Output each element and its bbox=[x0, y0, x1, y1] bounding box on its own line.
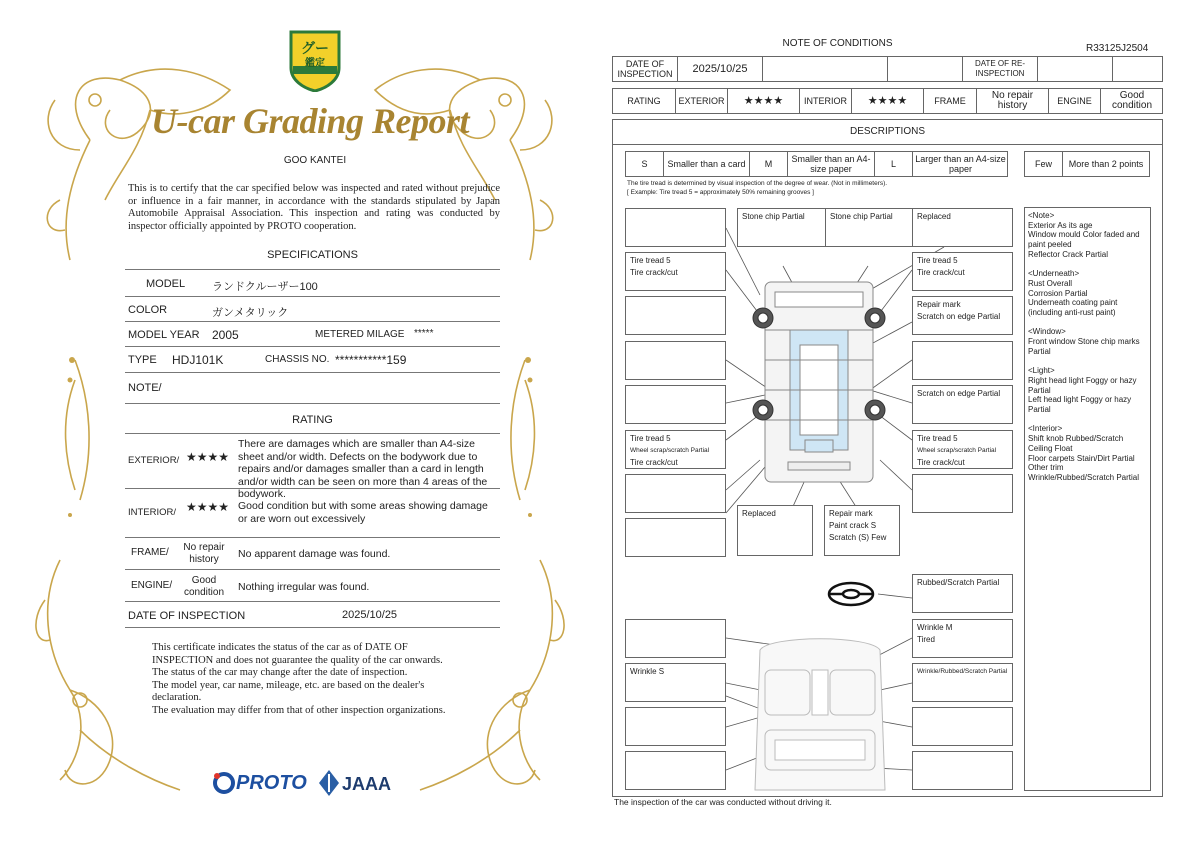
note-line: <Light> bbox=[1028, 366, 1055, 376]
note-line: Left head light Foggy or hazy Partial bbox=[1028, 395, 1132, 415]
descriptions-header: DESCRIPTIONS bbox=[849, 126, 925, 137]
engine-label: ENGINE/ bbox=[131, 580, 173, 591]
jaaa-logo-icon bbox=[319, 770, 339, 796]
date-of-reinspection-label: DATE OF RE-INSPECTION bbox=[963, 57, 1038, 81]
frame-label: FRAME bbox=[924, 89, 977, 113]
exterior-label: EXTERIOR/ bbox=[128, 455, 180, 466]
desc-box-rear-left bbox=[625, 518, 726, 557]
box-text: Rubbed/Scratch Partial bbox=[917, 578, 1000, 587]
exterior-description: There are damages which are smaller than A4-size sheet and/or width. Defects on the bodywork due to repairs and/or damages smaller than a card in length and/or width can be seen on more than 4 areas of the bodywork. bbox=[238, 438, 488, 500]
rating-header: RATING bbox=[292, 414, 333, 426]
proto-logo-text: PROTO bbox=[236, 772, 307, 794]
box-text: Tired bbox=[917, 635, 935, 644]
interior-stars: ★★★★ bbox=[186, 500, 230, 514]
interior-label: INTERIOR/ bbox=[128, 507, 177, 518]
box-text: Replaced bbox=[917, 212, 951, 221]
chassis-label: CHASSIS NO. bbox=[265, 354, 330, 365]
reference-number: R33125J2504 bbox=[1086, 43, 1149, 54]
desc-box-right-tire-rear bbox=[912, 430, 1013, 469]
desc-box-right-rear bbox=[912, 474, 1013, 513]
box-text: Paint crack S bbox=[829, 521, 877, 530]
type-value: HDJ101K bbox=[172, 353, 224, 367]
box-text: Tire tread 5 bbox=[917, 434, 958, 443]
divider bbox=[125, 372, 500, 373]
desc-box-interior-left-3 bbox=[625, 707, 726, 746]
legend-m-desc: Smaller than an A4-size paper bbox=[788, 152, 875, 176]
inspection-footer-note: The inspection of the car was conducted without driving it. bbox=[614, 797, 832, 807]
desc-box-stone-chip-2 bbox=[825, 208, 926, 247]
tread-note-2: [ Example: Tire tread 5 = approximately 50% remaining grooves ] bbox=[627, 189, 814, 196]
note-line: Reflector Crack Partial bbox=[1028, 249, 1109, 259]
note-line: Corrosion Partial bbox=[1028, 288, 1088, 298]
desc-box-interior-left-1 bbox=[625, 619, 726, 658]
divider bbox=[125, 488, 500, 489]
desc-box-left-front-door bbox=[625, 296, 726, 335]
box-text: Tire tread 5 bbox=[630, 434, 671, 443]
desc-box-repair-bottom bbox=[824, 505, 900, 556]
desc-box-wrinkle-m bbox=[912, 619, 1013, 658]
desc-box-steering bbox=[912, 574, 1013, 613]
note-line: Floor carpets Stain/Dirt Partial bbox=[1028, 453, 1135, 463]
exterior-stars: ★★★★ bbox=[728, 89, 800, 113]
footer-line: The evaluation may differ from that of other inspection organizations. bbox=[152, 704, 446, 716]
divider bbox=[125, 321, 500, 322]
divider bbox=[125, 601, 500, 602]
divider bbox=[125, 346, 500, 347]
jaaa-logo-text: JAAA bbox=[342, 774, 392, 794]
desc-box-right-scratch bbox=[912, 385, 1013, 424]
box-text: Stone chip Partial bbox=[830, 212, 893, 221]
date-label: DATE OF INSPECTION bbox=[128, 610, 246, 622]
footer-line: declaration. bbox=[152, 692, 202, 703]
certificate-footer bbox=[152, 642, 492, 717]
report-title: U-car Grading Report bbox=[150, 101, 469, 141]
note-title: NOTE OF CONDITIONS bbox=[782, 38, 893, 49]
box-text: Scratch (S) Few bbox=[829, 533, 887, 542]
legend-l: L bbox=[875, 152, 913, 176]
note-line: <Window> bbox=[1028, 327, 1066, 337]
report-subtitle: GOO KANTEI bbox=[283, 155, 347, 166]
model-label: MODEL bbox=[146, 278, 186, 290]
note-line: <Underneath> bbox=[1028, 269, 1080, 279]
note-line: Other trim bbox=[1028, 463, 1064, 473]
color-label: COLOR bbox=[128, 304, 168, 316]
frame-value: No repair history bbox=[183, 542, 225, 565]
desc-box-wrinkle-s bbox=[625, 663, 726, 702]
box-text: Tire tread 5 bbox=[630, 256, 671, 265]
box-text: Scratch on edge Partial bbox=[917, 389, 1001, 398]
badge-bottom-text: 鑑定 bbox=[305, 58, 325, 69]
desc-box-replaced-top bbox=[912, 208, 1013, 247]
legend-m: M bbox=[750, 152, 788, 176]
chassis-value: ***********159 bbox=[335, 353, 407, 367]
specifications-header: SPECIFICATIONS bbox=[267, 249, 358, 261]
desc-box-right-rear-door bbox=[912, 341, 1013, 380]
box-text: Tire tread 5 bbox=[917, 256, 958, 265]
box-text: Tire crack/cut bbox=[917, 268, 965, 277]
engine-value: Good condition bbox=[183, 575, 225, 598]
box-text: Tire crack/cut bbox=[917, 458, 965, 467]
date-value: 2025/10/25 bbox=[342, 609, 398, 621]
legend-l-desc: Larger than an A4-size paper bbox=[915, 154, 1006, 174]
footer-line: This certificate indicates the status of the car as of DATE OF bbox=[152, 642, 408, 653]
note-line: <Note> bbox=[1028, 211, 1055, 220]
notes-panel bbox=[1024, 207, 1151, 791]
divider bbox=[125, 537, 500, 538]
note-line bbox=[1028, 260, 1147, 270]
divider bbox=[125, 433, 500, 434]
frame-description: No apparent damage was found. bbox=[238, 548, 391, 560]
proto-logo-icon bbox=[213, 772, 235, 794]
frame-value: No repair history bbox=[977, 89, 1049, 113]
note-line: <Interior> bbox=[1028, 424, 1063, 434]
footer-line: The status of the car may change after the date of inspection. bbox=[152, 667, 408, 678]
desc-box-left-tire-front bbox=[625, 252, 726, 291]
footer-line: INSPECTION and does not guarantee the quality of the car onwards. bbox=[152, 654, 443, 666]
box-text: Wrinkle S bbox=[630, 667, 665, 676]
desc-box-left-rear bbox=[625, 474, 726, 513]
exterior-stars: ★★★★ bbox=[186, 450, 230, 464]
interior-stars: ★★★★ bbox=[852, 89, 924, 113]
box-text: Tire crack/cut bbox=[630, 458, 678, 467]
divider bbox=[125, 569, 500, 570]
divider bbox=[125, 269, 500, 270]
box-text: Wrinkle/Rubbed/Scratch Partial bbox=[917, 668, 1008, 675]
note-line: Shift knob Rubbed/Scratch bbox=[1028, 434, 1124, 444]
interior-label: INTERIOR bbox=[800, 89, 852, 113]
note-line bbox=[1028, 318, 1147, 328]
engine-label: ENGINE bbox=[1049, 89, 1101, 113]
desc-box-left-tire-rear bbox=[625, 430, 726, 469]
engine-description: Nothing irregular was found. bbox=[238, 581, 370, 593]
desc-box-right-repair bbox=[912, 296, 1013, 335]
desc-box-replaced-bottom bbox=[737, 505, 813, 556]
model-year-value: 2005 bbox=[212, 328, 239, 342]
box-text: Wrinkle M bbox=[917, 623, 953, 632]
note-line: Ceiling Float bbox=[1028, 443, 1073, 453]
frame-label: FRAME/ bbox=[131, 547, 169, 558]
box-text: Repair mark bbox=[829, 509, 873, 518]
note-line: Wrinkle/Rubbed/Scratch Partial bbox=[1028, 472, 1140, 482]
exterior-label: EXTERIOR bbox=[676, 89, 728, 113]
divider bbox=[125, 403, 500, 404]
divider bbox=[125, 627, 500, 628]
desc-box-interior-right-3 bbox=[912, 707, 1013, 746]
type-label: TYPE bbox=[128, 354, 157, 366]
note-line bbox=[1028, 357, 1147, 367]
metered-label: METERED MILAGE bbox=[315, 329, 405, 340]
note-line: Rust Overall bbox=[1028, 278, 1073, 288]
legend-few: Few bbox=[1025, 152, 1063, 176]
note-line: Front window Stone chip marks Partial bbox=[1028, 337, 1140, 356]
legend-few-desc: More than 2 points bbox=[1068, 159, 1144, 169]
engine-value: Good condition bbox=[1111, 90, 1153, 111]
desc-box-left-quarter bbox=[625, 385, 726, 424]
note-line: Exterior As its age bbox=[1028, 220, 1093, 230]
badge-top-text: グー bbox=[301, 41, 329, 57]
tread-note-1: The tire tread is determined by visual inspection of the degree of wear. (Not in millimeters). bbox=[627, 180, 888, 187]
desc-box-right-tire-front bbox=[912, 252, 1013, 291]
legend-s: S bbox=[626, 152, 664, 176]
note-line: Right head light Foggy or hazy Partial bbox=[1028, 375, 1137, 395]
note-line bbox=[1028, 415, 1147, 425]
model-year-label: MODEL YEAR bbox=[128, 329, 200, 341]
box-text: Wheel scrap/scratch Partial bbox=[630, 447, 710, 454]
desc-box-stone-chip-1 bbox=[737, 208, 838, 247]
box-text: Repair mark bbox=[917, 300, 961, 309]
rating-label: RATING bbox=[613, 89, 676, 113]
certificate-intro: This is to certify that the car specified below was inspected and rated without prejudice or influence in a fair manner, in accordance with the standards stipulated by Japan Automobile Appraisal Association. This inspection and rating was conducted by inspector officially appointed by PROTO cooperation. bbox=[128, 183, 500, 232]
date-of-inspection-label: DATE OF INSPECTION bbox=[613, 57, 678, 81]
metered-value: ***** bbox=[414, 328, 434, 339]
legend-s-desc: Smaller than a card bbox=[664, 152, 750, 176]
desc-box-interior-left-4 bbox=[625, 751, 726, 790]
interior-description: Good condition but with some areas showing damage or are worn out excessively bbox=[238, 500, 488, 525]
note-line: Underneath coating paint (including anti-rust paint) bbox=[1028, 298, 1118, 318]
desc-box-interior-right-4 bbox=[912, 751, 1013, 790]
model-value: ランドクルーザー100 bbox=[212, 281, 318, 293]
note-line: Window mould Color faded and paint peeled bbox=[1028, 230, 1140, 250]
box-text: Scratch on edge Partial bbox=[917, 312, 1001, 321]
date-of-inspection-value: 2025/10/25 bbox=[678, 57, 763, 81]
box-text: Stone chip Partial bbox=[742, 212, 805, 221]
footer-line: The model year, car name, mileage, etc. are based on the dealer's bbox=[152, 679, 425, 691]
desc-box-left-rear-door bbox=[625, 341, 726, 380]
box-text: Wheel scrap/scratch Partial bbox=[917, 447, 997, 454]
color-value: ガンメタリック bbox=[212, 307, 289, 319]
desc-box-front-left bbox=[625, 208, 726, 247]
note-label: NOTE/ bbox=[128, 382, 162, 394]
box-text: Replaced bbox=[742, 509, 776, 518]
divider bbox=[125, 296, 500, 297]
box-text: Tire crack/cut bbox=[630, 268, 678, 277]
desc-box-wrinkle-rubbed bbox=[912, 663, 1013, 702]
